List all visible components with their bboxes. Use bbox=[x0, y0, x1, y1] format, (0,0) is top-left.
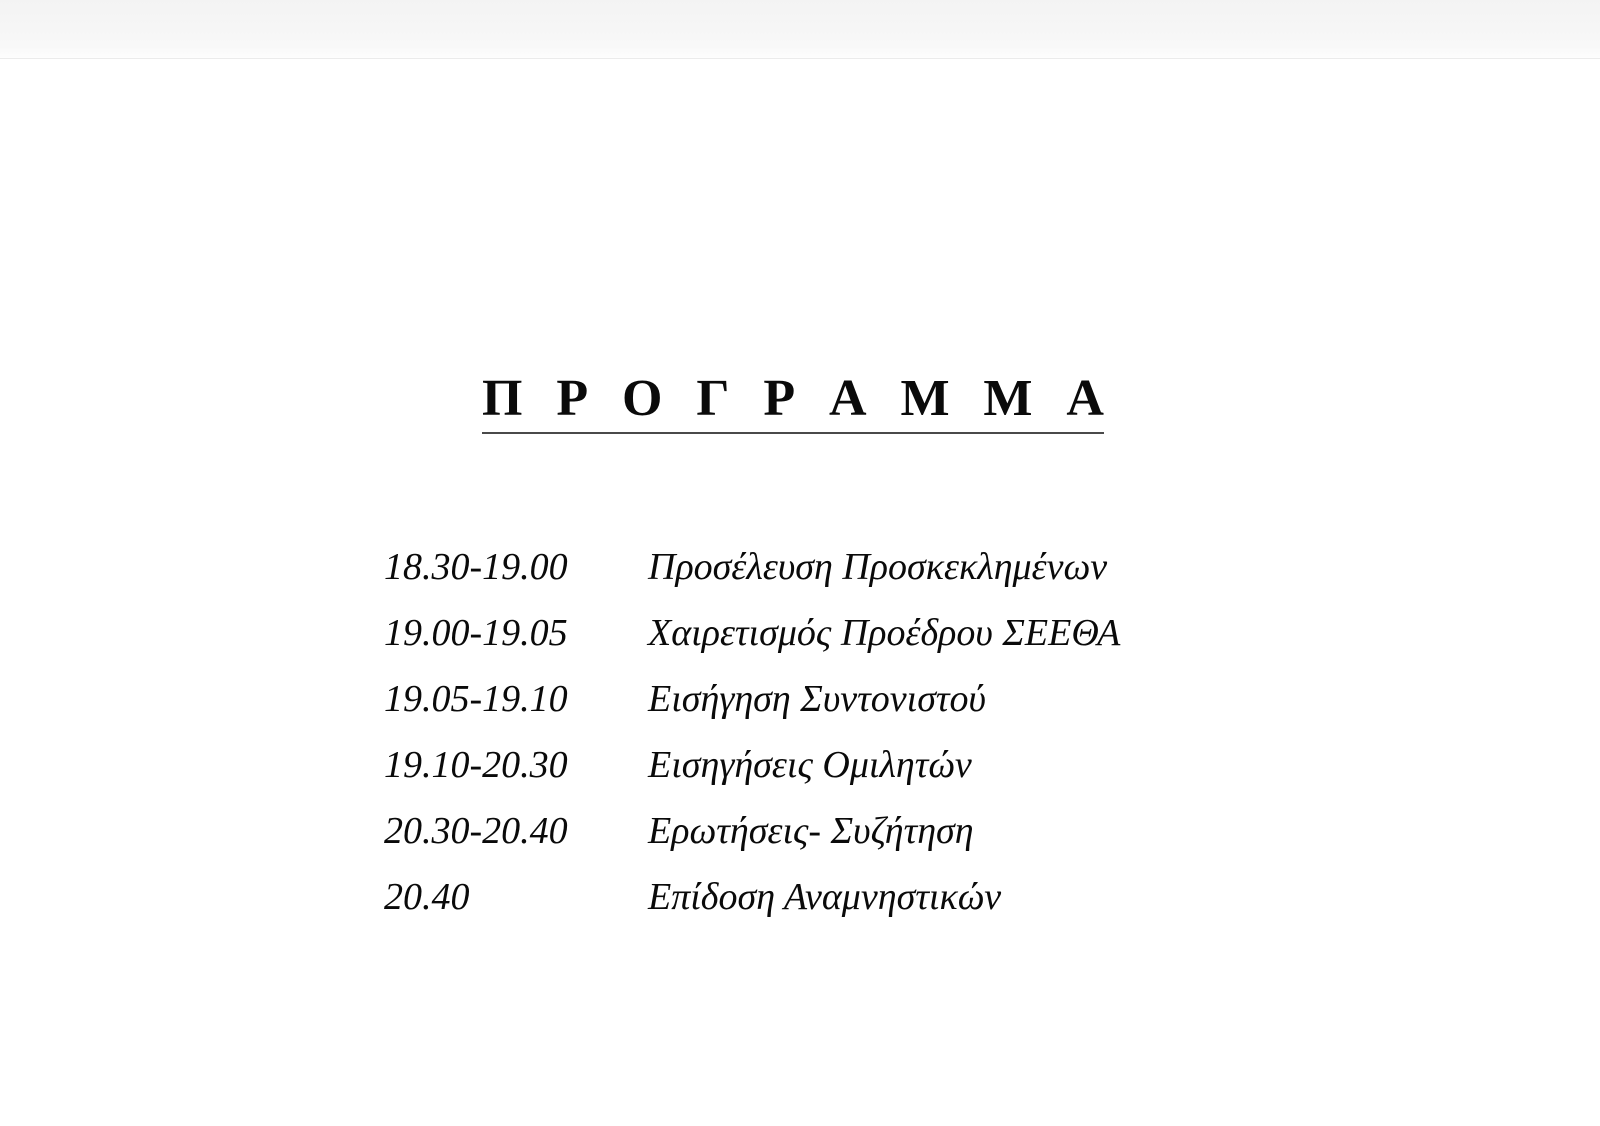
title-letter: Γ bbox=[696, 370, 730, 427]
schedule-list bbox=[384, 534, 1244, 930]
title-letters bbox=[482, 368, 1104, 430]
schedule-time: 20.40 bbox=[384, 876, 470, 918]
schedule-time: 18.30-19.00 bbox=[384, 546, 568, 588]
schedule-event: Εισήγηση Συντονιστού bbox=[648, 678, 986, 720]
schedule-time: 19.10-20.30 bbox=[384, 744, 568, 786]
schedule-row bbox=[384, 534, 1244, 600]
title-letter: Μ bbox=[900, 370, 950, 427]
schedule-row bbox=[384, 798, 1244, 864]
title-letter: Π bbox=[482, 370, 523, 427]
title-letter: Ο bbox=[622, 370, 663, 427]
title-letter: Α bbox=[1066, 370, 1104, 427]
schedule-row bbox=[384, 732, 1244, 798]
schedule-event: Επίδοση Αναμνηστικών bbox=[648, 876, 1002, 918]
schedule-time: 19.05-19.10 bbox=[384, 678, 568, 720]
schedule-event: Ερωτήσεις- Συζήτηση bbox=[648, 810, 974, 852]
schedule-row bbox=[384, 666, 1244, 732]
page-title bbox=[482, 368, 1104, 430]
schedule-row bbox=[384, 864, 1244, 930]
schedule-event: Εισηγήσεις Ομιλητών bbox=[648, 744, 972, 786]
title-letter: Μ bbox=[983, 370, 1033, 427]
schedule-time: 20.30-20.40 bbox=[384, 810, 568, 852]
title-letter: Ρ bbox=[763, 370, 796, 427]
schedule-event: Χαιρετισμός Προέδρου ΣΕΕΘΑ bbox=[648, 612, 1121, 654]
schedule-event: Προσέλευση Προσκεκλημένων bbox=[648, 546, 1108, 588]
scan-top-edge bbox=[0, 0, 1600, 59]
schedule-time: 19.00-19.05 bbox=[384, 612, 568, 654]
title-underline bbox=[482, 432, 1104, 434]
schedule-row bbox=[384, 600, 1244, 666]
title-letter: Ρ bbox=[556, 370, 589, 427]
title-letter: Α bbox=[828, 370, 867, 427]
